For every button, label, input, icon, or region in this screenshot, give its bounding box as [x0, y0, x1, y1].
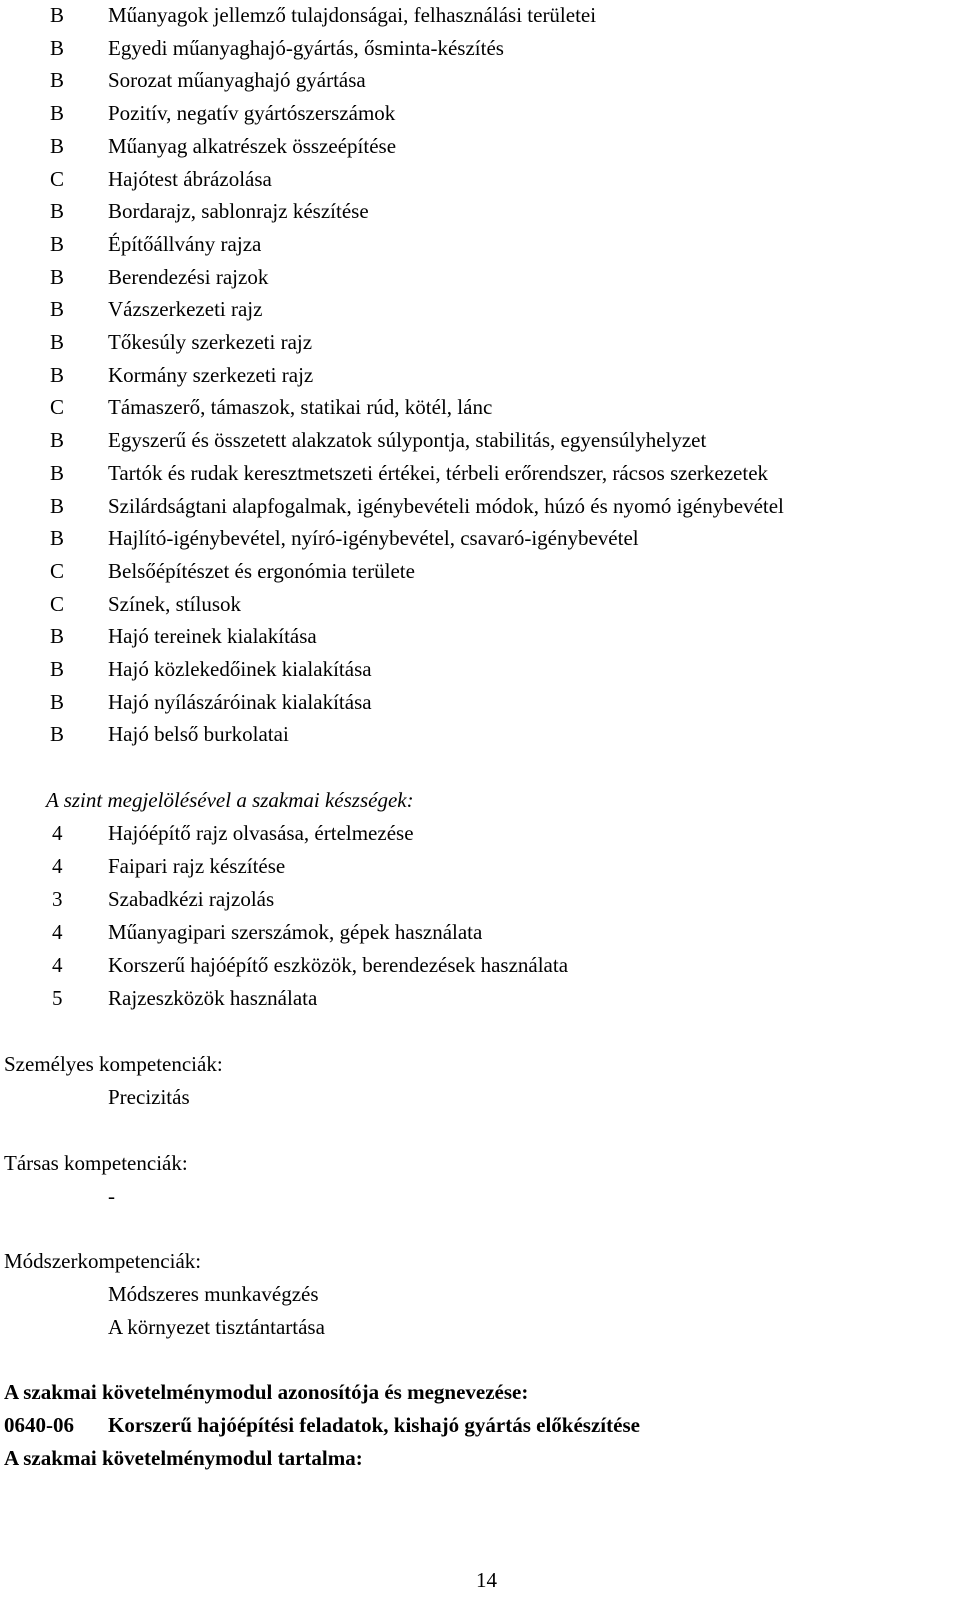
module-name: Korszerű hajóépítési feladatok, kishajó gyártás előkészítése — [108, 1413, 640, 1437]
skill-text: Hajóépítő rajz olvasása, értelmezése — [108, 821, 414, 845]
level-code: B — [50, 362, 65, 387]
skill-level: 4 — [52, 821, 63, 845]
social-heading: Társas kompetenciák: — [4, 1151, 188, 1175]
item-text: Vázszerkezeti rajz — [108, 297, 263, 322]
skill-text: Faipari rajz készítése — [108, 854, 286, 878]
item-text: Hajótest ábrázolása — [108, 166, 272, 191]
module-code: 0640-06 — [4, 1413, 74, 1437]
skill-level: 3 — [52, 887, 63, 911]
level-code: B — [50, 428, 65, 453]
item-text: Tőkesúly szerkezeti rajz — [108, 330, 313, 354]
skill-level: 4 — [52, 854, 63, 878]
item-text: Sorozat műanyaghajó gyártása — [108, 68, 366, 93]
skill-level: 4 — [52, 953, 63, 977]
level-code: C — [50, 166, 65, 191]
item-text: Kormány szerkezeti rajz — [108, 362, 314, 387]
item-text: Bordarajz, sablonrajz készítése — [108, 199, 369, 224]
item-text: Színek, stílusok — [108, 591, 242, 616]
level-code: B — [50, 68, 65, 93]
page-number: 14 — [476, 1568, 497, 1592]
item-text: Hajó nyílászáróinak kialakítása — [108, 689, 372, 714]
level-code: C — [50, 395, 65, 420]
level-code: B — [50, 264, 65, 289]
item-text: Hajó tereinek kialakítása — [108, 624, 317, 649]
level-code: B — [50, 526, 65, 551]
item-text: Műanyag alkatrészek összeépítése — [108, 133, 397, 158]
item-text: Támaszerő, támaszok, statikai rúd, kötél, lánc — [108, 395, 493, 420]
personal-item: Precizitás — [108, 1085, 190, 1109]
item-text: Hajlító-igénybevétel, nyíró-igénybevétel, csavaró-igénybevétel — [108, 526, 639, 551]
item-text: Építőállvány rajza — [108, 231, 262, 256]
item-text: Szilárdságtani alapfogalmak, igénybevételi módok, húzó és nyomó igénybevétel — [108, 493, 784, 518]
level-code: C — [50, 591, 65, 616]
level-code: B — [50, 3, 65, 27]
level-code: B — [50, 199, 65, 224]
level-code: B — [50, 297, 65, 322]
skill-text: Szabadkézi rajzolás — [108, 887, 275, 911]
item-text: Egyszerű és összetett alakzatok súlypontja, stabilitás, egyensúlyhelyzet — [108, 428, 707, 453]
item-text: Tartók és rudak keresztmetszeti értékei, térbeli erőrendszer, rácsos szerkezetek — [108, 460, 769, 485]
level-code: B — [50, 493, 65, 518]
level-code: B — [50, 330, 65, 354]
item-text: Hajó belső burkolatai — [108, 722, 289, 747]
item-text: Belsőépítészet és ergonómia területe — [108, 558, 415, 583]
level-code: B — [50, 689, 65, 714]
personal-heading: Személyes kompetenciák: — [4, 1052, 223, 1076]
item-text: Műanyagok jellemző tulajdonságai, felhasználási területei — [108, 3, 597, 27]
level-code: B — [50, 35, 65, 60]
level-code: B — [50, 101, 65, 126]
module-id-heading: A szakmai követelménymodul azonosítója és megnevezése: — [4, 1380, 529, 1404]
skill-text: Műanyagipari szerszámok, gépek használata — [108, 920, 483, 944]
item-text: Pozitív, negatív gyártószerszámok — [108, 101, 396, 126]
item-text: Egyedi műanyaghajó-gyártás, ősminta-készítés — [108, 35, 504, 60]
skills-heading: A szint megjelölésével a szakmai készségek: — [46, 788, 414, 812]
item-text: Berendezési rajzok — [108, 264, 269, 289]
level-code: B — [50, 722, 65, 747]
method-item: Módszeres munkavégzés — [108, 1282, 319, 1306]
skill-level: 4 — [52, 920, 63, 944]
level-code: B — [50, 657, 65, 681]
skill-level: 5 — [52, 986, 63, 1010]
level-code: B — [50, 624, 65, 649]
skill-text: Korszerű hajóépítő eszközök, berendezések használata — [108, 953, 569, 977]
level-code: B — [50, 133, 65, 158]
level-code: B — [50, 231, 65, 256]
module-content-heading: A szakmai követelménymodul tartalma: — [4, 1446, 363, 1470]
level-code: B — [50, 460, 65, 485]
method-heading: Módszerkompetenciák: — [4, 1249, 202, 1273]
level-code: C — [50, 558, 65, 583]
method-item: A környezet tisztántartása — [108, 1315, 325, 1339]
social-item: - — [108, 1184, 115, 1208]
item-text: Hajó közlekedőinek kialakítása — [108, 657, 372, 681]
skill-text: Rajzeszközök használata — [108, 986, 318, 1010]
